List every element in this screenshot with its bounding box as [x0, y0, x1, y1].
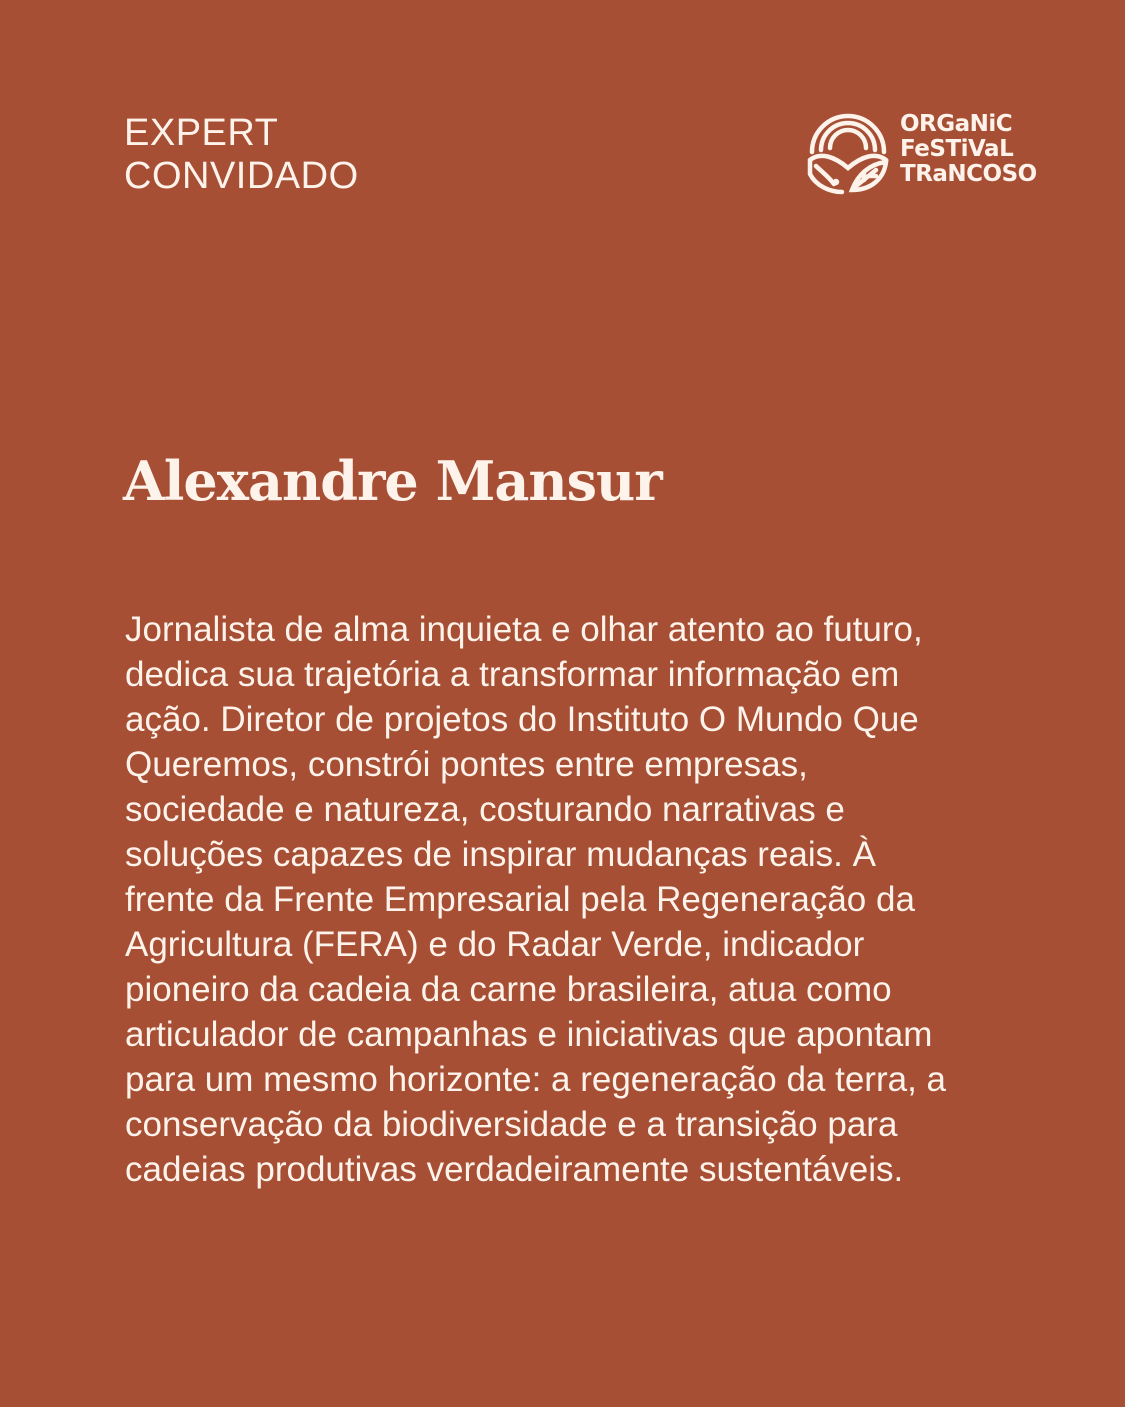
logo-line2: FeSTiVaL	[900, 136, 1014, 162]
expert-label-line2: CONVIDADO	[124, 155, 359, 197]
logo-line1: ORGaNiC	[900, 111, 1013, 137]
logo-wordmark	[900, 112, 1037, 187]
logo-line3: TRaNCOSO	[900, 161, 1037, 187]
festival-logo	[806, 110, 1037, 198]
expert-bio: Jornalista de alma inquieta e olhar atento ao futuro, dedica sua trajetória a transformar informação em ação. Diretor de projetos do Instituto O Mundo Que Queremos, constrói pontes entre empresas, sociedade e natureza, costurando narrativas e soluções capazes de inspirar mudanças reais. À frente da Frente Empresarial pela Regeneração da Agricultura (FERA) e do Radar Verde, indicador pioneiro da cadeia da carne brasileira, atua como articulador de campanhas e iniciativas que apontam para um mesmo horizonte: a regeneração da terra, a conservação da biodiversidade e a transição para cadeias produtivas verdadeiramente sustentáveis.	[125, 610, 946, 1189]
sun-leaf-logo-icon	[806, 112, 890, 196]
expert-name: Alexandre Mansur	[123, 449, 662, 513]
expert-label	[124, 112, 359, 198]
expert-label-line1: EXPERT	[124, 112, 279, 154]
